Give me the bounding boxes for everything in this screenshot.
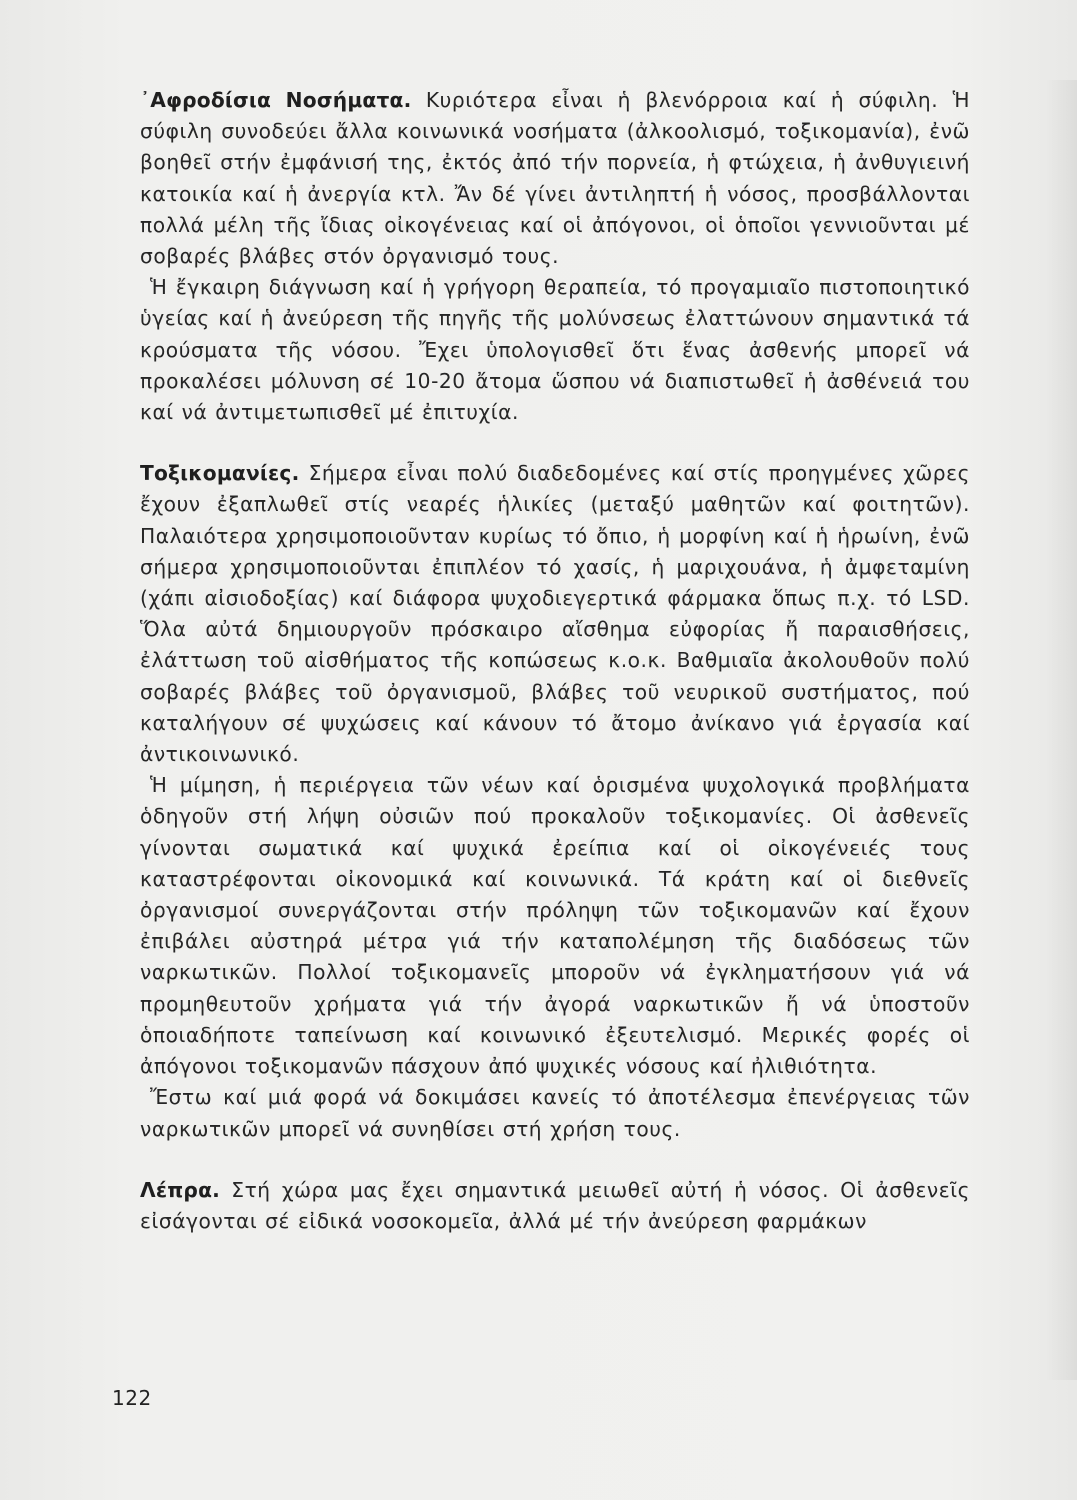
paragraph-text: Σήμερα εἶναι πολύ διαδεδομένες καί στίς προηγμένες χῶρες ἔχουν ἐξαπλωθεῖ στίς νεαρές ἡλικίες (μεταξύ μαθητῶν καί φοιτητῶν). Παλαιότερα χρησιμοποιοῦνταν κυρίως τό ὄπιο, ἡ μορφίνη καί ἡ ἡρωίνη, ἐνῶ σήμερα χρησιμοποιοῦνται ἐπιπλέον τό χασίς, ἡ μαριχουάνα, ἡ ἀμφεταμίνη (χάπι αἰσιοδοξίας) καί διάφορα ψυχοδιεγερτικά φάρμακα ὅπως π.χ. τό LSD. Ὅλα αὐτά δημιουργοῦν πρόσκαιρο αἴσθημα εὐφορίας ἤ παραισθήσεις, ἐλάττωση τοῦ αἰσθήματος τῆς κοπώσεως κ.ο.κ. Βαθμιαῖα ἀκολουθοῦν πολύ σοβαρές βλάβες τοῦ ὀργανισμοῦ, βλάβες τοῦ νευρικοῦ συστήματος, πού καταλήγουν σέ ψυχώσεις καί κάνουν τό ἄτομο ἀνίκανο γιά ἐργασία καί ἀντικοινωνικό. [140,461,970,767]
paragraph: Ἡ μίμηση, ἡ περιέργεια τῶν νέων καί ὁρισμένα ψυχολογικά προβλήματα ὁδηγοῦν στή λήψη οὐσιῶν πού προκαλοῦν τοξικομανίες. Οἱ ἀσθενεῖς γίνονται σωματικά καί ψυχικά ἐρείπια καί οἱ οἰκογένειές τους καταστρέφονται οἰκονομικά καί κοινωνικά. Τά κράτη καί οἱ διεθνεῖς ὀργανισμοί συνεργάζονται στήν πρόληψη τῶν τοξικομανῶν καί ἔχουν ἐπιβάλει αὐστηρά μέτρα γιά τήν καταπολέμηση τῆς διαδόσεως τῶν ναρκωτικῶν. Πολλοί τοξικομανεῖς μποροῦν νά ἐγκληματήσουν γιά νά προμηθευτοῦν χρήματα γιά τήν ἀγορά ναρκωτικῶν ἤ νά ὑποστοῦν ὁποιαδήποτε ταπείνωση καί κοινωνικό ἐξευτελισμό. Μερικές φορές οἱ ἀπόγονοι τοξικομανῶν πάσχουν ἀπό ψυχικές νόσους καί ἠλιθιότητα. [140,773,970,1079]
page-body [140,85,970,1267]
section-heading: ᾿Αφροδίσια Νοσήματα. [140,88,412,112]
section-drug-addiction [140,458,970,1144]
paragraph [140,85,970,272]
paragraph: Ἔστω καί μιά φορά νά δοκιμάσει κανείς τό ἀποτέλεσμα ἐπενέργειας τῶν ναρκωτικῶν μπορεῖ νά συνηθίσει στή χρήση τους. [140,1085,970,1141]
paragraph [140,1175,970,1237]
paragraph-text: Στή χώρα μας ἔχει σημαντικά μειωθεῖ αὐτή ἡ νόσος. Οἱ ἀσθενεῖς εἰσάγονται σέ εἰδικά νοσοκομεῖα, ἀλλά μέ τήν ἀνεύρεση φαρμάκων [140,1177,970,1233]
paragraph-text: Κυριότερα εἶναι ἡ βλενόρροια καί ἡ σύφιλη. Ἡ σύφιλη συνοδεύει ἄλλα κοινωνικά νοσήματα (ἀλκοολισμό, τοξικομανία), ἐνῶ βοηθεῖ στήν ἐμφάνισή της, ἐκτός ἀπό τήν πορνεία, ἡ φτώχεια, ἡ ἀνθυγιεινή κατοικία καί ἡ ἀνεργία κτλ. Ἄν δέ γίνει ἀντιληπτή ἡ νόσος, προσβάλλονται πολλά μέλη τῆς ἴδιας οἰκογένειας καί οἱ ἀπόγονοι, οἱ ὁποῖοι γεννιοῦνται μέ σοβαρές βλάβες στόν ὀργανισμό τους. [140,88,970,269]
section-leprosy [140,1175,970,1237]
section-venereal-diseases [140,85,970,428]
paragraph [140,458,970,770]
show-through-shadow [1045,80,1077,1380]
paragraph: Ἡ ἔγκαιρη διάγνωση καί ἡ γρήγορη θεραπεία, τό προγαμιαῖο πιστοποιητικό ὑγείας καί ἡ ἀνεύρεση τῆς πηγῆς τῆς μολύνσεως ἐλαττώνουν σημαντικά τά κρούσματα τῆς νόσου. Ἔχει ὑπολογισθεῖ ὅτι ἕνας ἀσθενής μπορεῖ νά προκαλέσει μόλυνση σέ 10-20 ἄτομα ὥσπου νά διαπιστωθεῖ ἡ ἀσθένειά του καί νά ἀντιμετωπισθεῖ μέ ἐπιτυχία. [140,275,970,425]
section-heading: Τοξικομανίες. [140,461,300,486]
page-number: 122 [112,1386,152,1410]
section-heading: Λέπρα. [140,1177,221,1202]
